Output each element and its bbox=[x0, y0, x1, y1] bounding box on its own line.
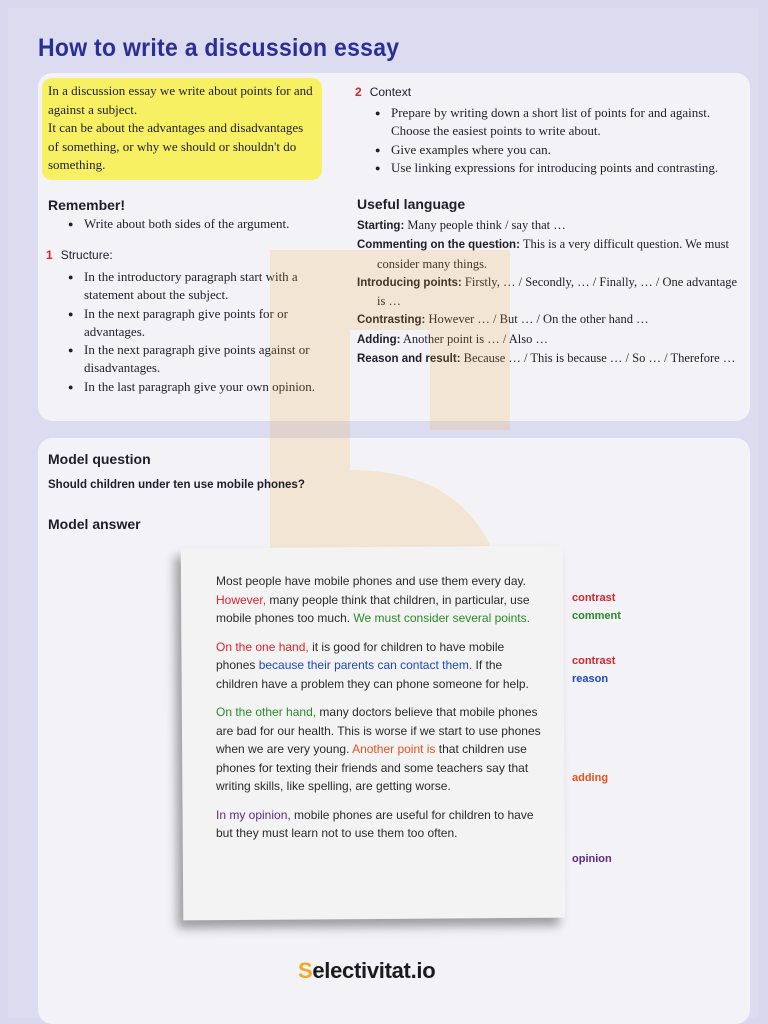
context-item: ● Give examples where you can. bbox=[355, 141, 740, 159]
structure-item: ● In the next paragraph give points for or advantages. bbox=[48, 305, 338, 342]
useful-language-line: Starting: Many people think / say that … bbox=[357, 218, 566, 232]
model-question-heading: Model question bbox=[48, 451, 151, 467]
remember-item: ● Write about both sides of the argument. bbox=[48, 215, 338, 233]
selectivitat-logo: Selectivitat.io bbox=[298, 958, 436, 983]
answer-paragraph-4: In my opinion, mobile phones are useful for children to have but they must learn not to use them too often. bbox=[216, 807, 534, 840]
structure-label: Structure: bbox=[60, 248, 113, 262]
structure-list bbox=[48, 268, 338, 396]
model-answer-heading: Model answer bbox=[48, 516, 141, 532]
tag-adding: adding bbox=[572, 772, 609, 784]
useful-language-line: Adding: Another point is … / Also … bbox=[357, 331, 549, 346]
remember-list bbox=[48, 215, 338, 233]
model-answer-text bbox=[216, 572, 546, 853]
intro-highlight bbox=[42, 78, 322, 180]
context-item: ● Use linking expressions for introducing points and contrasting. bbox=[355, 159, 740, 177]
useful-language-list bbox=[357, 216, 747, 368]
context-list bbox=[355, 104, 740, 177]
tag-contrast: contrast bbox=[572, 592, 616, 604]
context-label: Context bbox=[369, 85, 412, 99]
tag-comment: comment bbox=[572, 610, 621, 622]
intro-line-1: In a discussion essay we write about points for and against a subject. bbox=[48, 83, 313, 117]
structure-number: 1 bbox=[46, 248, 53, 262]
answer-paragraph-2: On the one hand, it is good for children to have mobile phones because their parents can contact them. If the children have a problem they can phone someone for help. bbox=[216, 639, 529, 691]
useful-language-line: Contrasting: However … / But … / On the other hand … bbox=[357, 312, 649, 327]
useful-language-line: Commenting on the question: This is a very difficult question. We must consider many things. bbox=[357, 237, 729, 271]
answer-paragraph-1: Most people have mobile phones and use them every day. However, many people think that children, in particular, use mobile phones too much. We must consider several points. bbox=[216, 574, 530, 625]
context-heading bbox=[355, 85, 411, 99]
useful-language-line: Introducing points: Firstly, … / Secondly, … / Finally, … / One advantage is … bbox=[357, 274, 738, 309]
remember-heading: Remember! bbox=[48, 197, 126, 213]
useful-language-line: Reason and result: Because … / This is because … / So … / Therefore … bbox=[357, 351, 736, 366]
tag-contrast: contrast bbox=[572, 655, 616, 667]
tag-opinion: opinion bbox=[572, 853, 612, 865]
structure-item: ● In the last paragraph give your own opinion. bbox=[48, 378, 338, 396]
page-title: How to write a discussion essay bbox=[38, 34, 400, 62]
context-item: ● Prepare by writing down a short list of points for and against. Choose the easiest points to write about. bbox=[355, 104, 740, 141]
useful-language-heading: Useful language bbox=[357, 196, 466, 212]
tag-reason: reason bbox=[572, 673, 609, 685]
intro-line-2: It can be about the advantages and disadvantages of something, or why we should or shouldn't do something. bbox=[48, 120, 304, 172]
structure-heading bbox=[46, 248, 113, 262]
answer-paragraph-3: On the other hand, many doctors believe that mobile phones are bad for our health. This is worse if we start to use phones when we are very young. Another point is that children use phones for texting their friends and some teachers say that writing skills, like spelling, are getting worse. bbox=[216, 705, 541, 793]
structure-item: ● In the next paragraph give points against or disadvantages. bbox=[48, 341, 338, 378]
context-number: 2 bbox=[355, 85, 362, 99]
structure-item: ● In the introductory paragraph start with a statement about the subject. bbox=[48, 268, 338, 305]
model-question-text: Should children under ten use mobile phones? bbox=[48, 479, 305, 491]
